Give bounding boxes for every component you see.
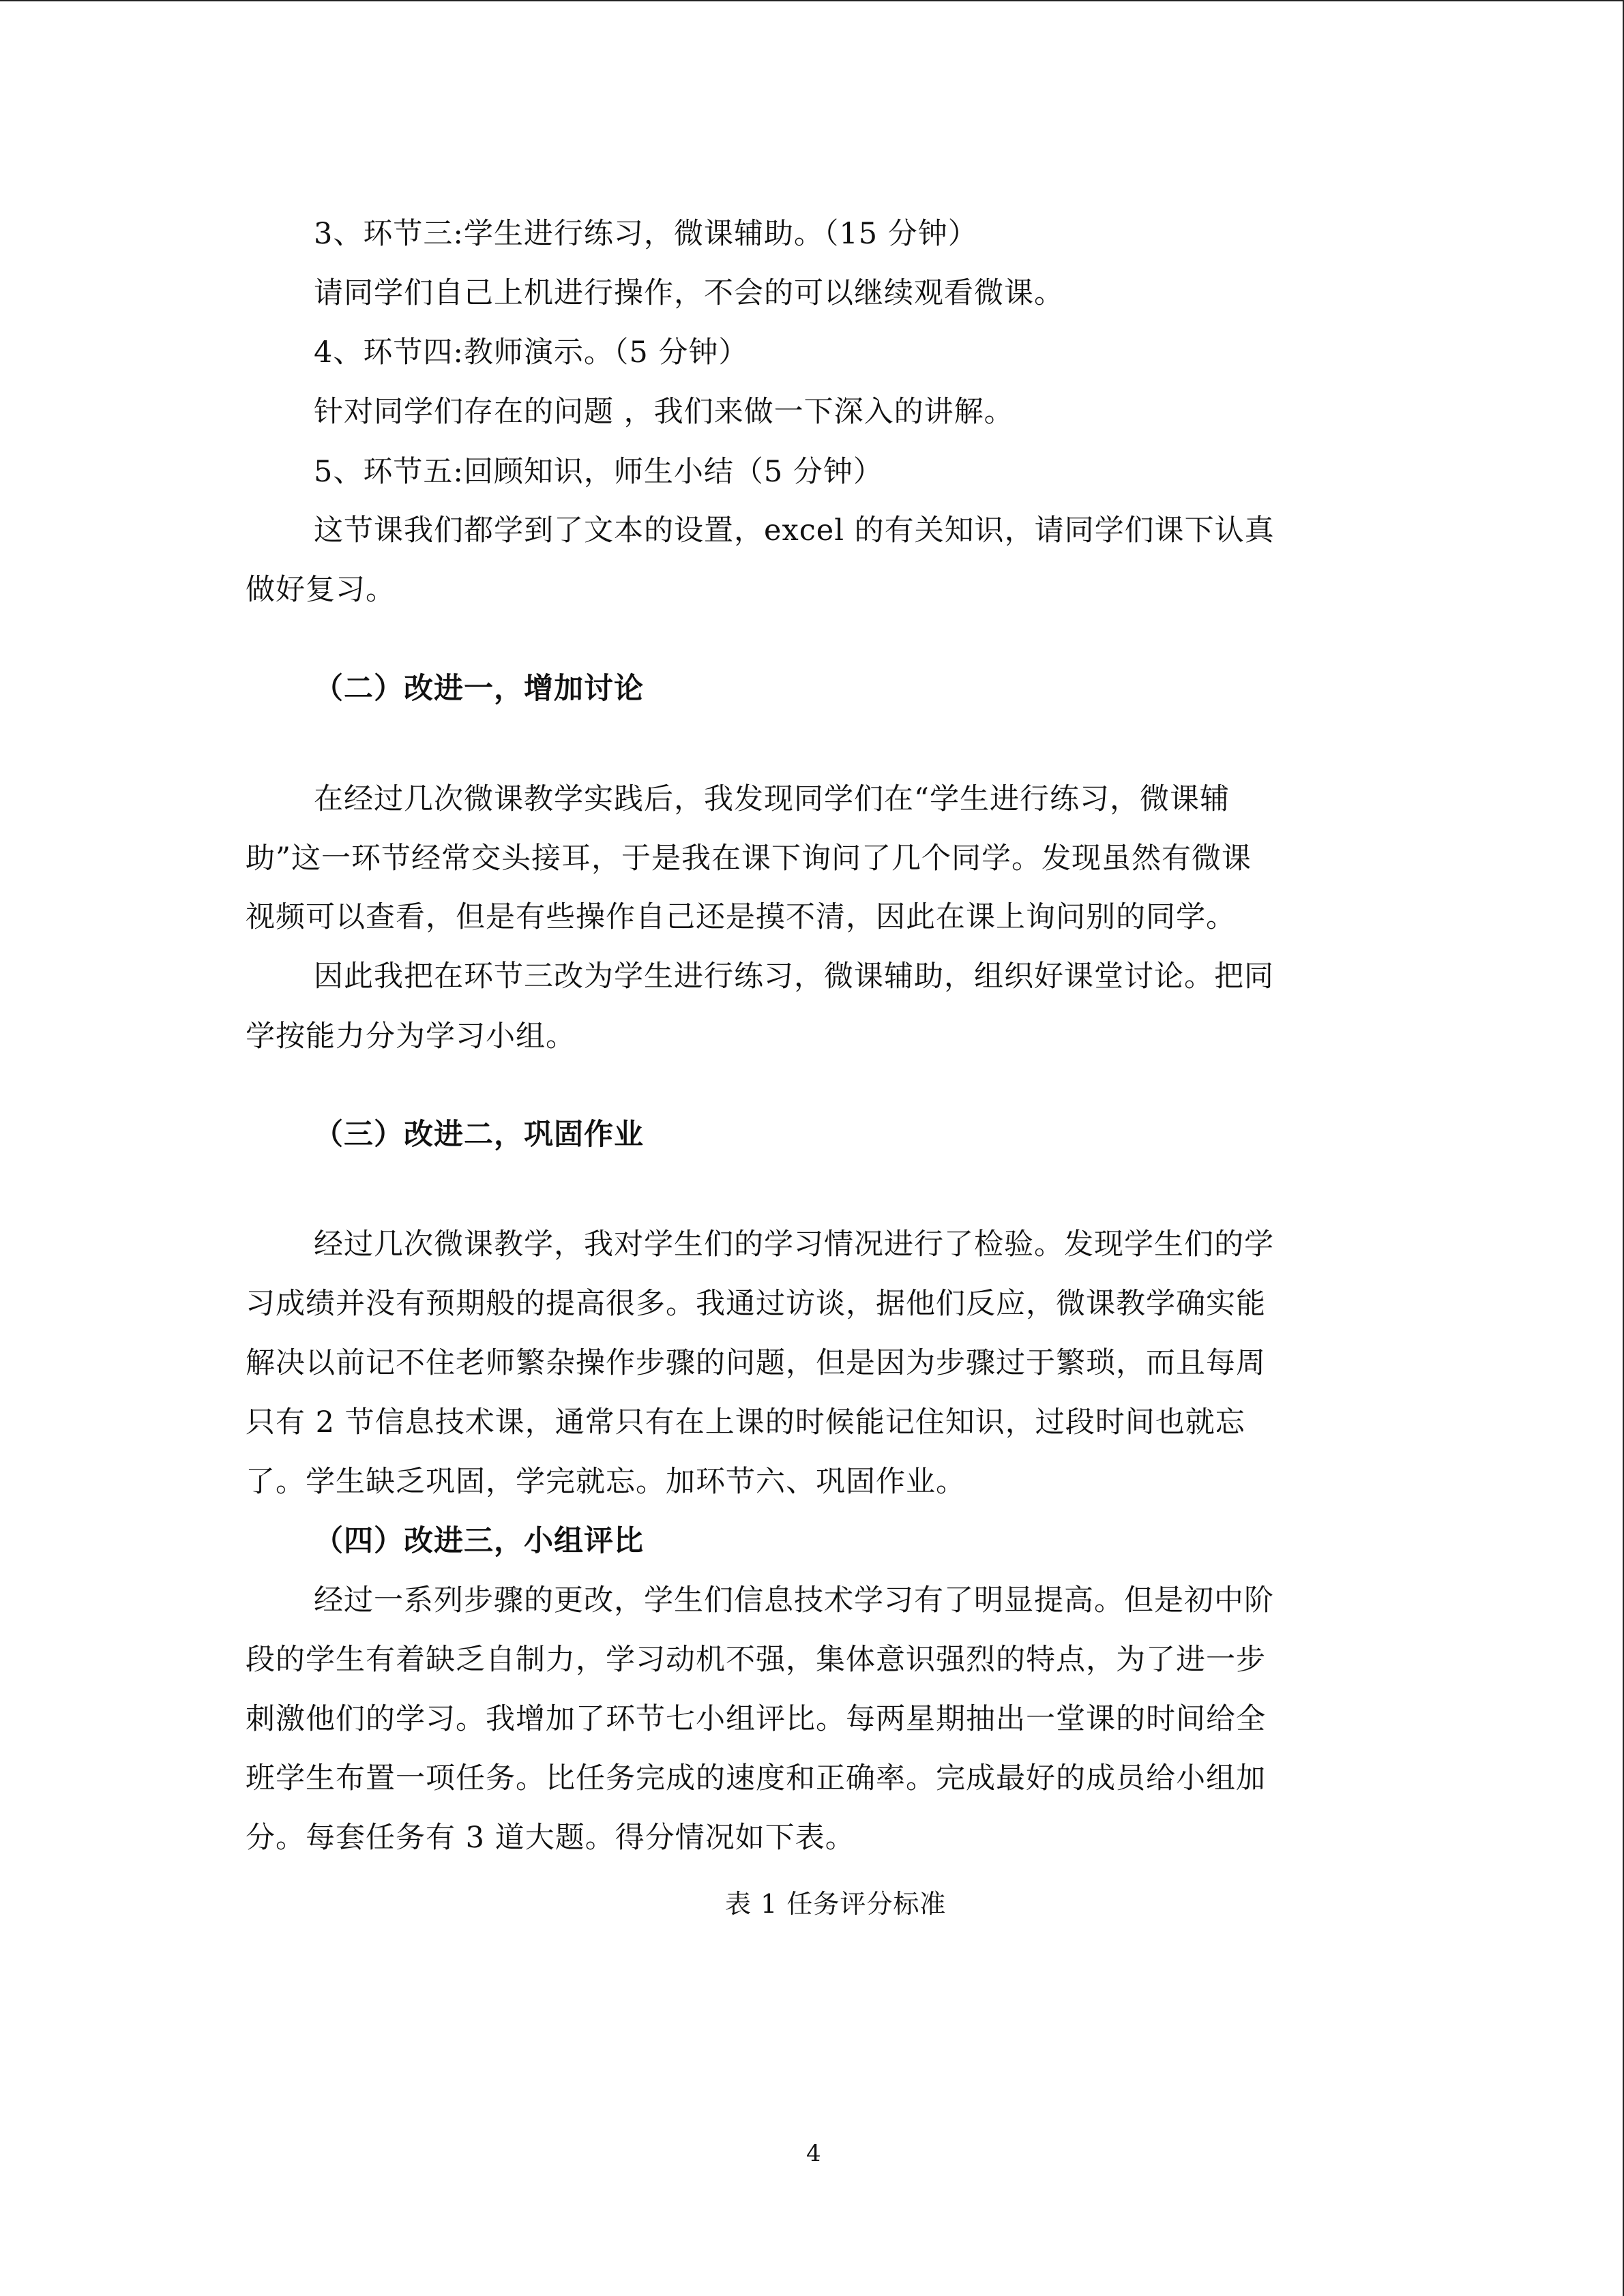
paragraph-line: 学按能力分为学习小组。 [246,1019,576,1054]
paragraph-line: 3、环节三:学生进行练习，微课辅助。（15 分钟） [314,217,978,251]
paragraph-line: 经过几次微课教学，我对学生们的学习情况进行了检验。发现学生们的学 [314,1227,1274,1262]
paragraph-line: 习成绩并没有预期般的提高很多。我通过访谈，据他们反应，微课教学确实能 [246,1287,1266,1321]
paragraph-line: 做好复习。 [246,573,396,607]
paragraph-line: 5、环节五:回顾知识，师生小结（5 分钟） [314,455,883,489]
section-heading: （二）改进一，增加讨论 [314,672,644,706]
paragraph-line: 解决以前记不住老师繁杂操作步骤的问题，但是因为步骤过于繁琐，而且每周 [246,1346,1266,1380]
paragraph-line: 分。每套任务有 3 道大题。得分情况如下表。 [246,1821,855,1855]
paragraph-line: 这节课我们都学到了文本的设置，excel 的有关知识，请同学们课下认真 [314,513,1275,548]
paragraph-line: 助”这一环节经常交头接耳，于是我在课下询问了几个同学。发现虽然有微课 [246,841,1252,876]
paragraph-line: 只有 2 节信息技术课，通常只有在上课的时候能记住知识，过段时间也就忘 [246,1405,1245,1440]
paragraph-line: 刺激他们的学习。我增加了环节七小组评比。每两星期抽出一堂课的时间给全 [246,1702,1266,1736]
section-heading: （四）改进三，小组评比 [314,1524,644,1558]
paragraph-line: 班学生布置一项任务。比任务完成的速度和正确率。完成最好的成员给小组加 [246,1761,1266,1795]
table-caption: 表 1 任务评分标准 [725,1889,947,1919]
paragraph-line: 因此我把在环节三改为学生进行练习，微课辅助，组织好课堂讨论。把同 [314,959,1274,994]
section-heading: （三）改进二，巩固作业 [314,1118,644,1152]
paragraph-line: 了。学生缺乏巩固，学完就忘。加环节六、巩固作业。 [246,1465,966,1499]
paragraph-line: 经过一系列步骤的更改，学生们信息技术学习有了明显提高。但是初中阶 [314,1583,1274,1617]
paragraph-line: 视频可以查看，但是有些操作自己还是摸不清，因此在课上询问别的同学。 [246,900,1236,934]
paragraph-line: 针对同学们存在的问题 ，我们来做一下深入的讲解。 [314,395,1014,429]
paragraph-line: 段的学生有着缺乏自制力，学习动机不强，集体意识强烈的特点，为了进一步 [246,1643,1266,1677]
page-number: 4 [806,2140,822,2167]
paragraph-line: 4、环节四:教师演示。（5 分钟） [314,336,749,370]
paragraph-line: 在经过几次微课教学实践后，我发现同学们在“学生进行练习，微课辅 [314,782,1230,816]
paragraph-line: 请同学们自己上机进行操作，不会的可以继续观看微课。 [314,276,1064,310]
